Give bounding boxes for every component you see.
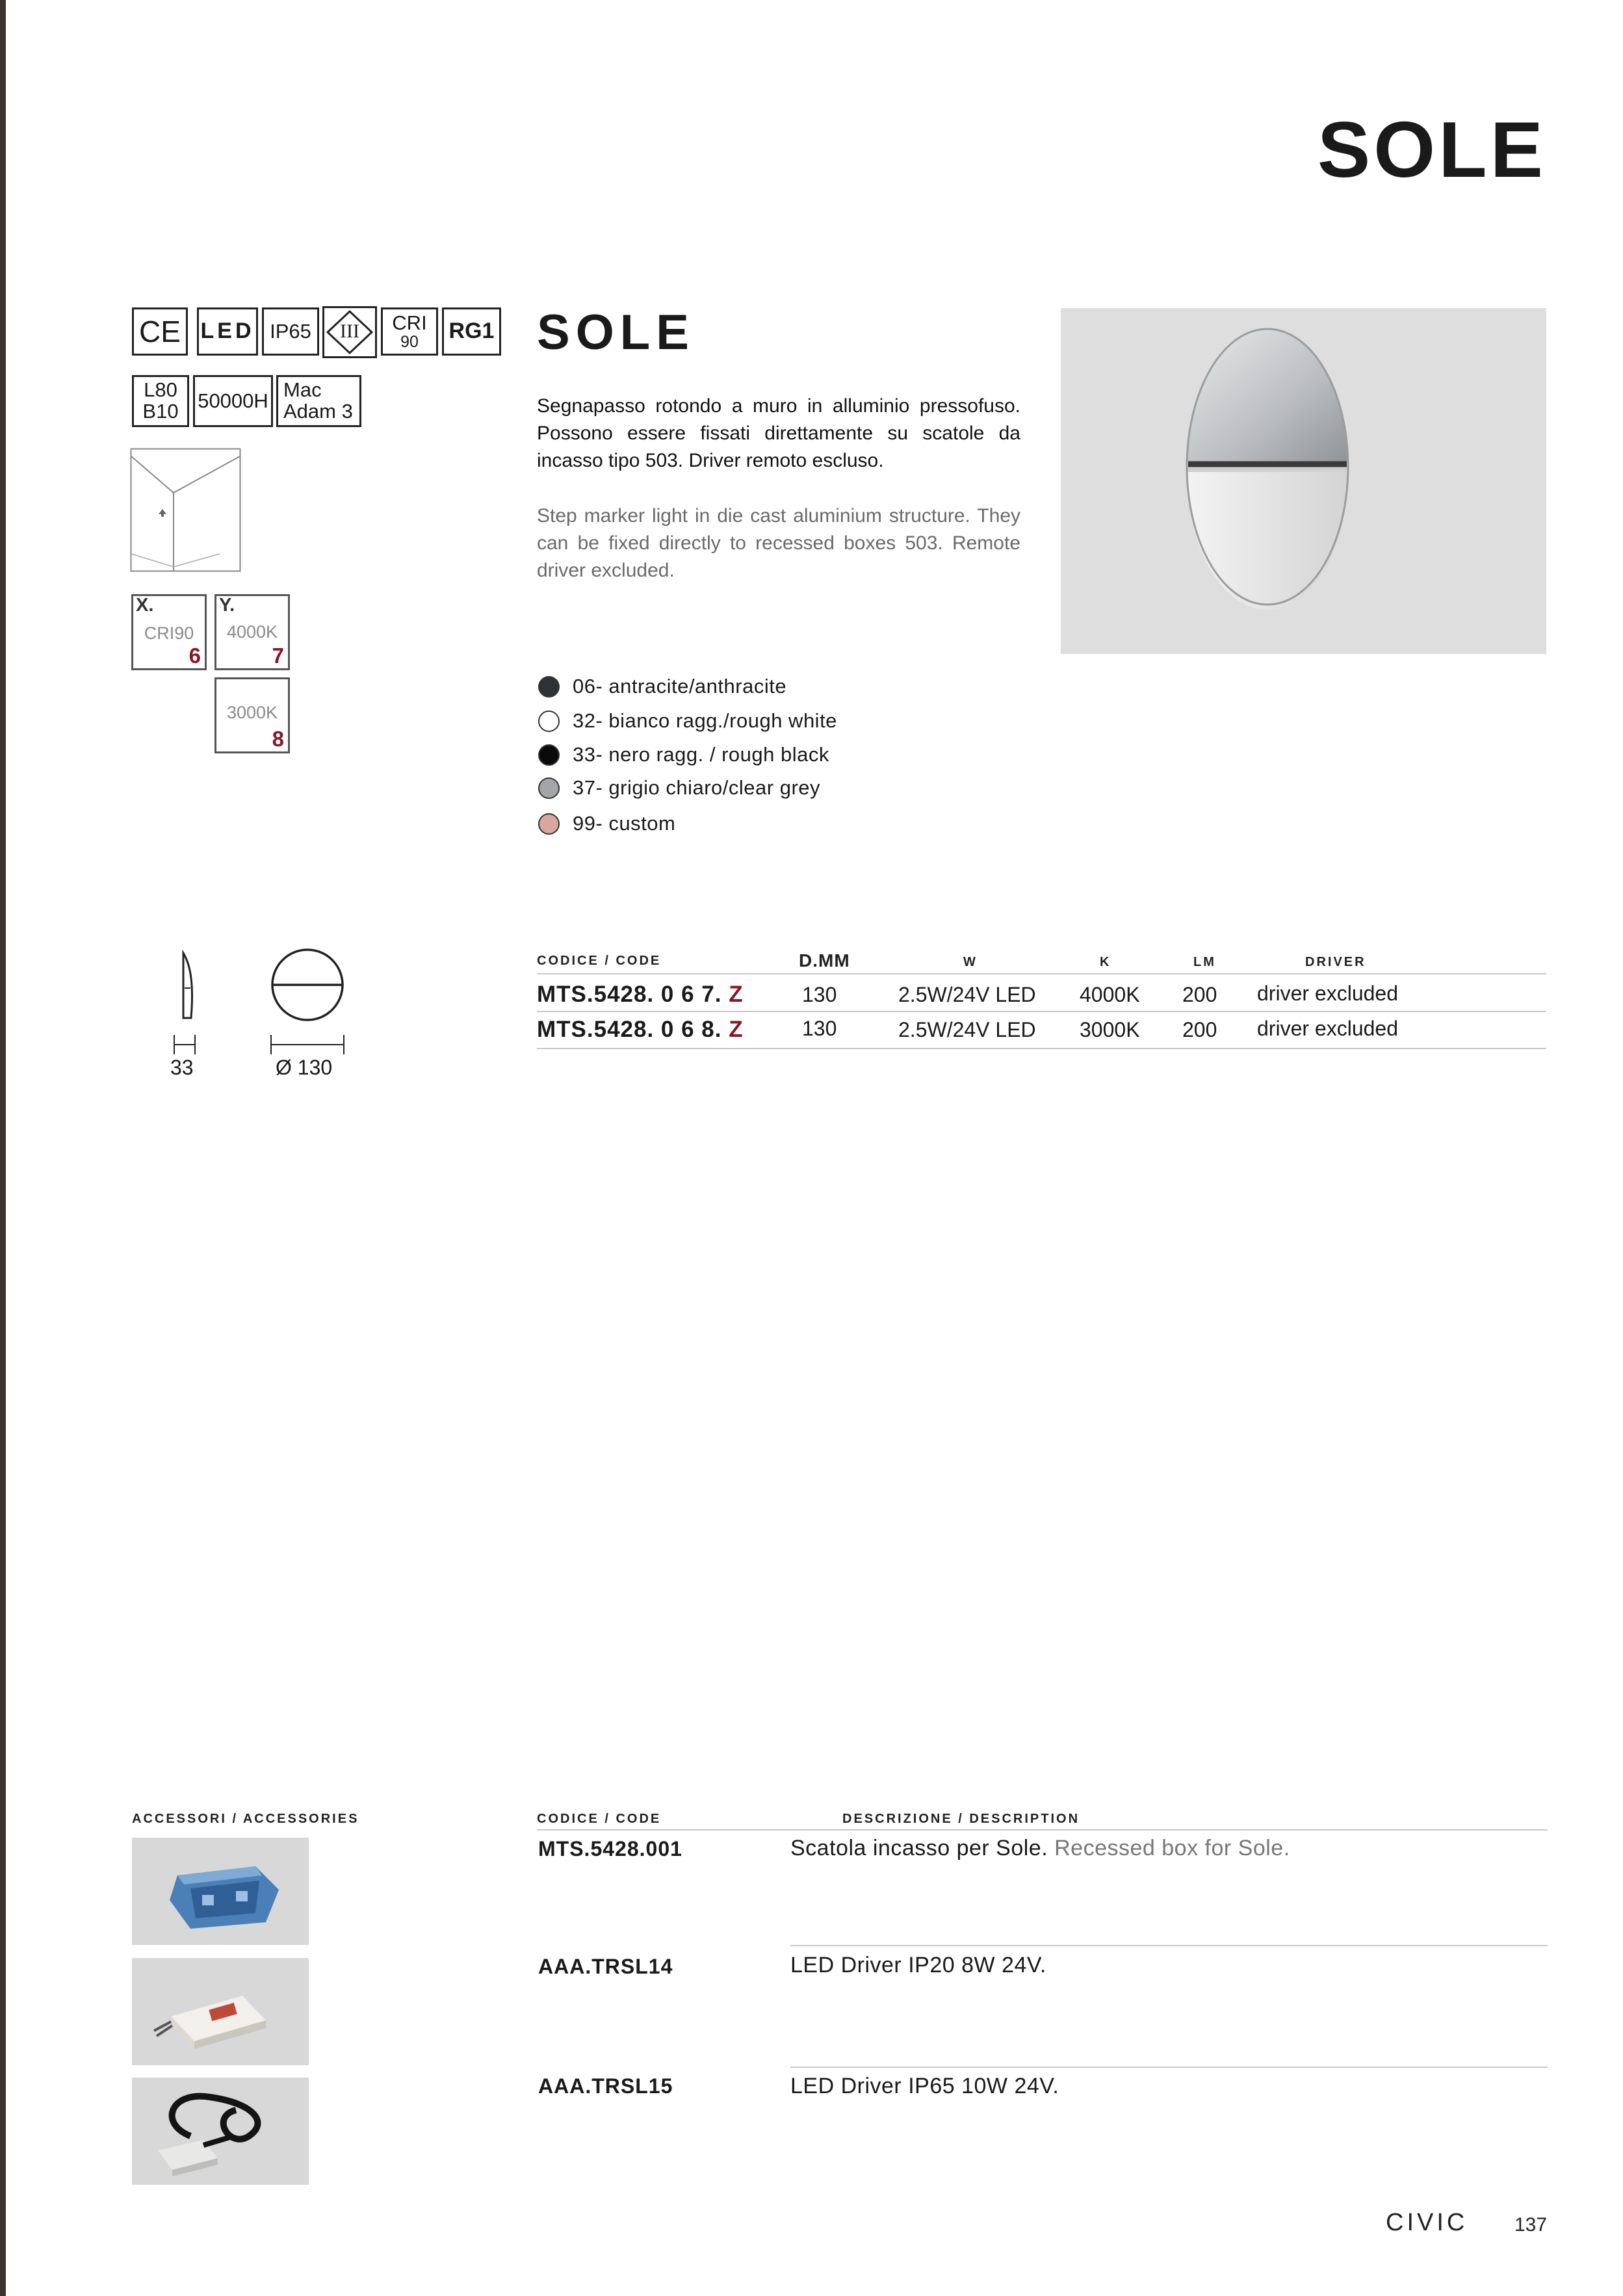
page-number: 137 <box>1514 2214 1548 2236</box>
code-y-text: 4000K <box>226 622 278 642</box>
l80-b10-badge <box>132 375 189 427</box>
rg1-badge: RG1 <box>442 307 501 356</box>
accessory-description: LED Driver IP20 8W 24V. <box>790 1953 1046 1977</box>
led-driver-ip20-photo <box>132 1958 309 2065</box>
col-header-diameter: D.MM <box>799 950 850 971</box>
code-y-number: 8 <box>272 727 284 751</box>
accessory-code: AAA.TRSL14 <box>538 1955 673 1978</box>
finish-item <box>538 776 820 800</box>
cri-badge <box>381 307 438 356</box>
code-y-label: Y. <box>219 595 235 616</box>
accessory-code: AAA.TRSL15 <box>538 2074 673 2098</box>
product-code: MTS.5428. 0 6 7. Z <box>537 982 744 1007</box>
code-y-text: 3000K <box>226 703 278 722</box>
diameter-dimension-line <box>269 1034 346 1056</box>
product-photo <box>1061 308 1546 654</box>
table-rule <box>537 973 1546 974</box>
finish-item <box>538 675 786 698</box>
accessory-description: Scatola incasso per Sole. Recessed box for Sole. <box>790 1836 1290 1860</box>
class-iii-icon <box>322 306 377 358</box>
brand-logo: CIVIC <box>1386 2209 1468 2236</box>
code-x-number: 6 <box>188 644 201 668</box>
cell-kelvin: 4000K <box>1080 983 1140 1006</box>
finish-label: 33- nero ragg. / rough black <box>573 743 829 766</box>
led-driver-ip65-photo <box>132 2078 309 2185</box>
cri-label: CRI <box>392 311 427 334</box>
cell-diameter: 130 <box>802 983 837 1006</box>
cell-watt: 2.5W/24V LED <box>898 1018 1036 1041</box>
finish-label: 06- antracite/anthracite <box>573 675 787 698</box>
code-y-number: 7 <box>272 644 284 668</box>
depth-dimension-line <box>172 1034 198 1056</box>
finish-item <box>538 743 829 766</box>
code-x-box <box>131 594 207 670</box>
col-header-watt: W <box>963 955 978 969</box>
col-header-kelvin: K <box>1100 955 1111 969</box>
cell-watt: 2.5W/24V LED <box>898 983 1036 1006</box>
table-rule <box>790 1945 1548 1946</box>
depth-label: 33 <box>170 1056 194 1079</box>
finish-label: 99- custom <box>573 812 676 835</box>
led-mark: LED <box>197 307 258 356</box>
finish-item <box>538 709 837 733</box>
code-y-box-3000k <box>214 677 290 753</box>
col-header-lumen: LM <box>1193 955 1216 969</box>
lifetime-badge: 50000H <box>193 375 273 427</box>
cell-diameter: 130 <box>802 1017 837 1040</box>
color-swatch <box>538 813 560 835</box>
table-row <box>537 982 1546 1011</box>
table-rule <box>537 1011 1546 1012</box>
accessories-description-header: DESCRIZIONE / DESCRIPTION <box>842 1812 1080 1826</box>
macadam-label-1: Mac <box>283 378 322 402</box>
color-swatch <box>538 777 560 799</box>
l80-label: L80 <box>144 378 177 402</box>
macadam-badge <box>276 375 361 427</box>
accessory-code: MTS.5428.001 <box>538 1837 682 1860</box>
product-code: MTS.5428. 0 6 8. Z <box>537 1017 744 1042</box>
accessories-header: ACCESSORI / ACCESSORIES <box>132 1812 359 1826</box>
table-rule <box>537 1048 1546 1049</box>
macadam-label-2: Adam 3 <box>283 400 353 423</box>
cell-driver: driver excluded <box>1257 982 1398 1005</box>
finish-item <box>538 812 675 835</box>
table-row <box>537 1017 1546 1047</box>
code-x-label: X. <box>136 595 154 616</box>
installation-diagram <box>130 448 241 572</box>
cri-value: 90 <box>400 333 419 352</box>
diameter-label: Ø 130 <box>276 1056 333 1079</box>
product-name: SOLE <box>537 305 695 360</box>
description-italian: Segnapasso rotondo a muro in alluminio pressofuso. Possono essere fissati direttamente su scatole da incasso tipo 503. Driver remoto escluso. <box>537 395 1020 471</box>
finish-label: 32- bianco ragg./rough white <box>573 709 837 732</box>
color-swatch <box>538 744 560 766</box>
accessory-description: LED Driver IP65 10W 24V. <box>790 2074 1059 2098</box>
col-header-code: CODICE / CODE <box>537 954 662 968</box>
accessories-code-header: CODICE / CODE <box>537 1812 662 1826</box>
cell-lumen: 200 <box>1182 1018 1217 1041</box>
page-title: SOLE <box>1317 105 1546 194</box>
ce-mark: CE <box>132 307 188 356</box>
table-rule <box>790 2067 1548 2068</box>
cell-kelvin: 3000K <box>1080 1018 1140 1041</box>
class-iii-label: III <box>340 320 359 342</box>
ip-rating-badge: IP65 <box>262 307 319 356</box>
front-view-drawing <box>269 946 346 1023</box>
cell-lumen: 200 <box>1182 983 1217 1006</box>
b10-label: B10 <box>142 400 179 423</box>
page-edge-bar <box>0 0 6 2296</box>
cell-driver: driver excluded <box>1257 1017 1398 1040</box>
color-swatch <box>538 711 560 732</box>
recessed-box-photo <box>132 1838 309 1945</box>
side-profile-drawing <box>169 946 208 1023</box>
code-x-text: CRI90 <box>144 623 194 643</box>
col-header-driver: DRIVER <box>1305 955 1366 969</box>
finish-label: 37- grigio chiaro/clear grey <box>573 776 821 799</box>
description-english: Step marker light in die cast aluminium structure. They can be fixed directly to recessed boxes 503. Remote driver excluded. <box>537 505 1020 581</box>
table-rule <box>537 1829 1548 1831</box>
color-swatch <box>538 676 560 698</box>
code-y-box-4000k <box>214 594 290 670</box>
